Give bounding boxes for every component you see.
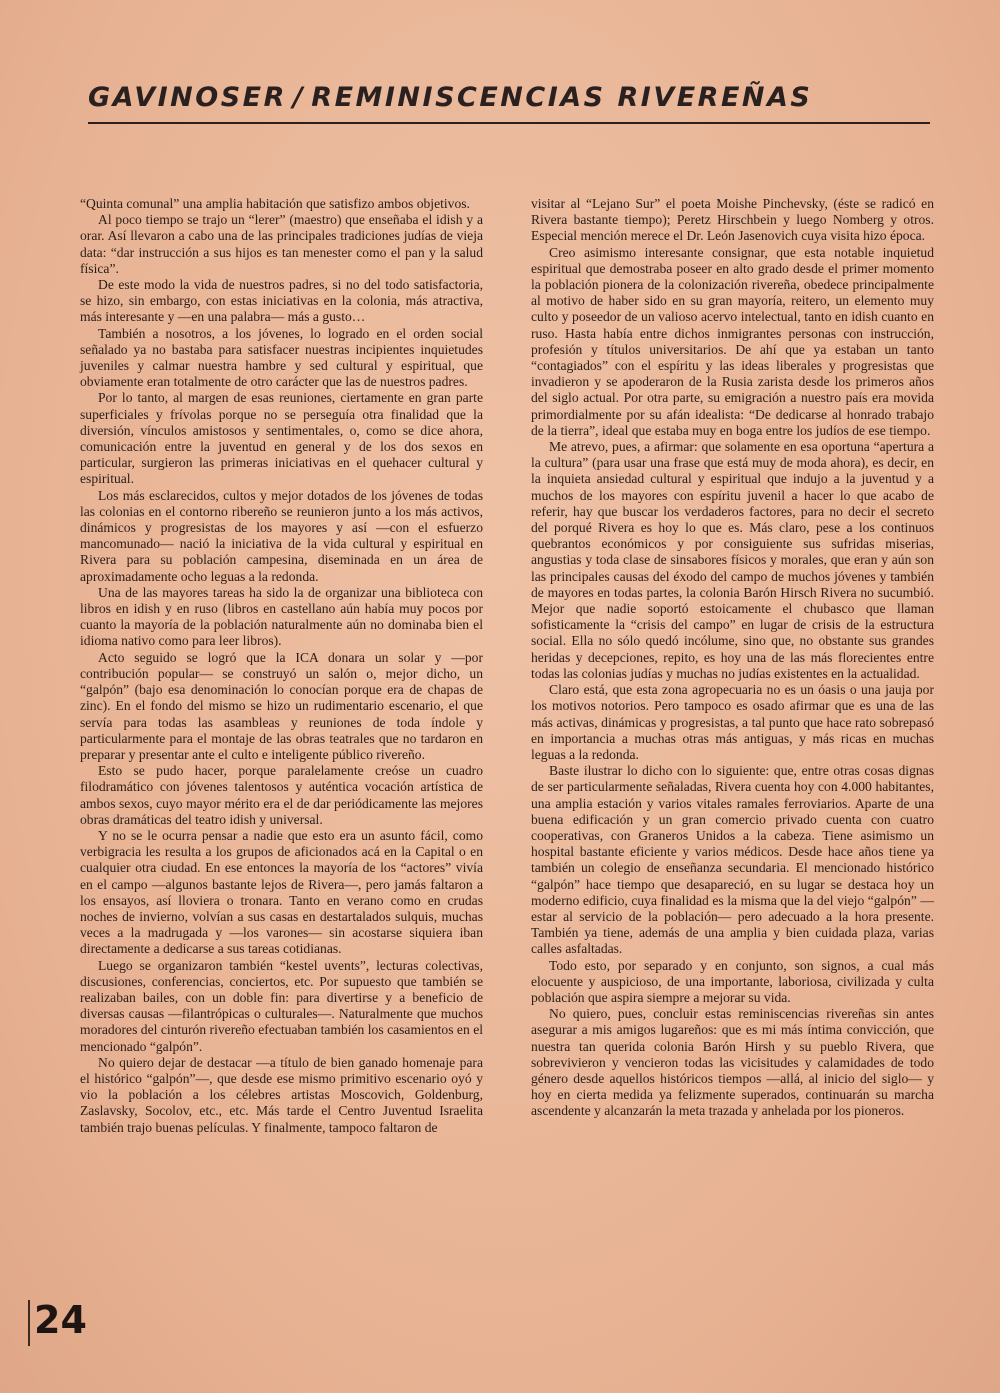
paragraph: Los más esclarecidos, cultos y mejor dotados de los jóvenes de todas las colonias en el contorno ribereño se reunieron junto a los más activos, dinámicos y progresistas de los mayores y así —con el esfuerzo mancomunado— nació la iniciativa de la vida cultural y espiritual en Rivera para su población campesina, diseminada en un área de aproximadamente ocho leguas a la redonda.	[80, 487, 483, 584]
paragraph: Y no se le ocurra pensar a nadie que esto era un asunto fácil, como verbigracia les resulta a los grupos de aficionados acá en la Capital o en cualquier otra ciudad. En ese entonces la mayoría de los “actores” vivía en el campo —algunos bastante lejos de Rivera—, pero jamás faltaron a los ensayos, así lloviera o tronara. Tanto en verano como en crudas noches de invierno, volvían a sus casas en destartalados sulquis, muchas veces a la madrugada y —los varones— sin acostarse siquiera iban directamente a dedicarse a sus tareas cotidianas.	[80, 827, 483, 957]
paragraph: Baste ilustrar lo dicho con lo siguiente: que, entre otras cosas dignas de ser particularmente señaladas, Rivera cuenta hoy con 4.000 habitantes, una amplia estación y varios vitales ramales ferroviarios. Aparte de una buena edificación y un gran comercio privado cuenta con cuatro cooperativas, con Graneros Unidos a la cabeza. Tiene asimismo un hospital bastante eficiente y varios médicos. Desde hace años tiene ya también un colegio de enseñanza secundaria. El mencionado histórico “galpón” hace tiempo que desapareció, en su lugar se destaca hoy un moderno edificio, cuya finalidad es la misma que la del viejo “galpón” —estar al servicio de la población— pero adecuado a la hora presente. También ya tiene, además de una amplia y bien cuidada plaza, varias calles asfaltadas.	[531, 763, 934, 957]
right-column	[531, 196, 934, 1120]
paragraph: No quiero, pues, concluir estas reminiscencias rivereñas sin antes asegurar a mis amigos lugareños: que es mi más íntima convicción, que nuestra tan querida colonia Barón Hirsh y su pueblo Rivera, que sobrevivieron y vencieron todas las vicisitudes y calamidades de todo género desde aquellos históricos tiempos —allá, al inicio del siglo— y hoy en cierta medida ya felizmente superados, continuarán su marcha ascendente y alcanzarán la meta trazada y anhelada por los pioneros.	[531, 1006, 934, 1119]
paragraph: Al poco tiempo se trajo un “lerer” (maestro) que enseñaba el idish y a orar. Así llevaron a cabo una de las principales tradiciones judías de vieja data: “dar instrucción a sus hijos es tan menester como el pan y la salud física”.	[80, 212, 483, 276]
left-column	[80, 196, 483, 1136]
header-rule	[88, 122, 930, 124]
header-separator: /	[292, 82, 306, 113]
paragraph: Esto se pudo hacer, porque paralelamente creóse un cuadro filodramático con jóvenes talentosos y auténtica vocación artística de ambos sexos, cuyo mayor mérito era el de dar periódicamente las mejores obras dramáticas del teatro idish y universal.	[80, 763, 483, 827]
paragraph: De este modo la vida de nuestros padres, si no del todo satisfactoria, se hizo, sin embargo, con estas iniciativas en la colonia, más atractiva, más interesante y —en una palabra— más a gusto…	[80, 277, 483, 325]
page-header	[88, 82, 930, 113]
paragraph: También a nosotros, a los jóvenes, lo logrado en el orden social señalado ya no bastaba para satisfacer nuestras incipientes inquietudes juveniles y calmar nuestra hambre y sed cultural y espiritual, que obviamente eran totalmente de otro carácter que las de nuestros padres.	[80, 325, 483, 390]
paragraph: visitar al “Lejano Sur” el poeta Moishe Pinchevsky, (éste se radicó en Rivera bastante tiempo); Peretz Hirschbein y luego Nomberg y otros. Especial mención merece el Dr. León Jasenovich cuya visita hizo época.	[531, 196, 934, 244]
paragraph: Creo asimismo interesante consignar, que esta notable inquietud espiritual que demostraba poseer en alto grado desde el primer momento la población pionera de la colonización rivereña, obedece principalmente al motivo de haber sido en su gran mayoría, reitero, un elemento muy culto y poseedor de un valioso acervo intelectual, tanto en idish cuanto en ruso. Hasta había entre dichos inmigrantes personas con instrucción, profesión y títulos universitarios. De ahí que ya estaban un tanto “contagiados” con el espíritu y las ideas liberales y progresistas que invadieron y se apoderaron de la Rusia zarista desde los primeros años del siglo actual. Por otra parte, su emigración a nuestro país era movida primordialmente por su afán idealista: “De dedicarse al honrado trabajo de la tierra”, ideal que estaba muy en boga entre los judíos de ese tiempo.	[531, 244, 934, 438]
paragraph: Todo esto, por separado y en conjunto, son signos, a cual más elocuente y auspicioso, de una importante, laboriosa, civilizada y culta población que aspira siempre a mejorar su vida.	[531, 957, 934, 1005]
page-number-rule	[28, 1300, 30, 1346]
paragraph: Me atrevo, pues, a afirmar: que solamente en esa oportuna “apertura a la cultura” (para usar una frase que está muy de moda ahora), es decir, en la inquieta ansiedad cultural y espiritual que indujo a la juventud y a muchos de los mayores con espíritu juvenil a hacer lo que acabo de referir, hay que buscar los verdaderos factores, para no decir el secreto del porqué Rivera es hoy lo que es. Más claro, pese a los continuos quebrantos económicos y por consiguiente sus sufridas miserias, angustias y toda clase de sinsabores físicos y morales, que eran y aún son las principales causas del éxodo del campo de muchos jóvenes y también de mayores en todas partes, la colonia Barón Hirsch Rivera no sucumbió. Mejor que nadie soportó estoicamente el chubasco que llaman sofisticamente la “crisis del campo” en lugar de crisis de la estructura social. Ella no sólo quedó incólume, sino que, no obstante sus grandes heridas y decepciones, repito, es hoy una de las más florecientes entre todas las colonias judías y muchas no judías existentes en la actualidad.	[531, 439, 934, 681]
paragraph: Por lo tanto, al margen de esas reuniones, ciertamente en gran parte superficiales y frívolas porque no se perseguía otra finalidad que la diversión, vínculos amistosos y sentimentales, o, como se dice ahora, comunicación entre la juventud en general y de los dos sexos en particular, surgieron las primeras iniciativas en el quehacer cultural y espiritual.	[80, 390, 483, 487]
paragraph: Luego se organizaron también “kestel uvents”, lecturas colectivas, discusiones, conferencias, conciertos, etc. Por supuesto que también se realizaban bailes, con un doble fin: para divertirse y a beneficio de diversas causas —filantrópicas o culturales—. Naturalmente que muchos moradores del cinturón rivereño efectuaban también los casamientos en el mencionado “galpón”.	[80, 957, 483, 1054]
paragraph: Una de las mayores tareas ha sido la de organizar una biblioteca con libros en idish y en ruso (libros en castellano aún había muy pocos por cuanto la mayoría de la población naturalmente aún no dominaba bien el idioma nativo como para leer libros).	[80, 584, 483, 649]
page-number: 24	[34, 1298, 87, 1342]
header-title	[88, 82, 930, 113]
paragraph: No quiero dejar de destacar —a título de bien ganado homenaje para el histórico “galpón”—, que desde ese mismo primitivo escenario oyó y vio la población a los célebres artistas Moscovich, Goldenburg, Zaslavsky, Socolov, etc., etc. Más tarde el Centro Juventud Israelita también trajo buenas películas. Y finalmente, tampoco faltaron de	[80, 1054, 483, 1135]
author-name: GAVINOSER	[88, 82, 287, 113]
article-title: REMINISCENCIAS RIVEREÑAS	[311, 82, 813, 113]
paragraph: “Quinta comunal” una amplia habitación que satisfizo ambos objetivos.	[80, 196, 470, 211]
paragraph: Claro está, que esta zona agropecuaria no es un óasis o una jauja por los motivos notorios. Pero tampoco es osado afirmar que es una de las más activas, dinámicas y progresistas, a tal punto que hace rato sobrepasó en importancia a muchas otras más antiguas, y más ricas en muchas leguas a la redonda.	[531, 682, 934, 762]
paragraph: Acto seguido se logró que la ICA donara un solar y —por contribución popular— se construyó un salón o, mejor dicho, un “galpón” (bajo esa denominación lo conocían porque era de chapas de zinc). En el fondo del mismo se hizo un rudimentario escenario, el que servía para todas las asambleas y reuniones de toda índole y particularmente para el montaje de las obras teatrales que no tardaron en preparar y presentar ante el culto e inteligente público rivereño.	[80, 649, 483, 762]
